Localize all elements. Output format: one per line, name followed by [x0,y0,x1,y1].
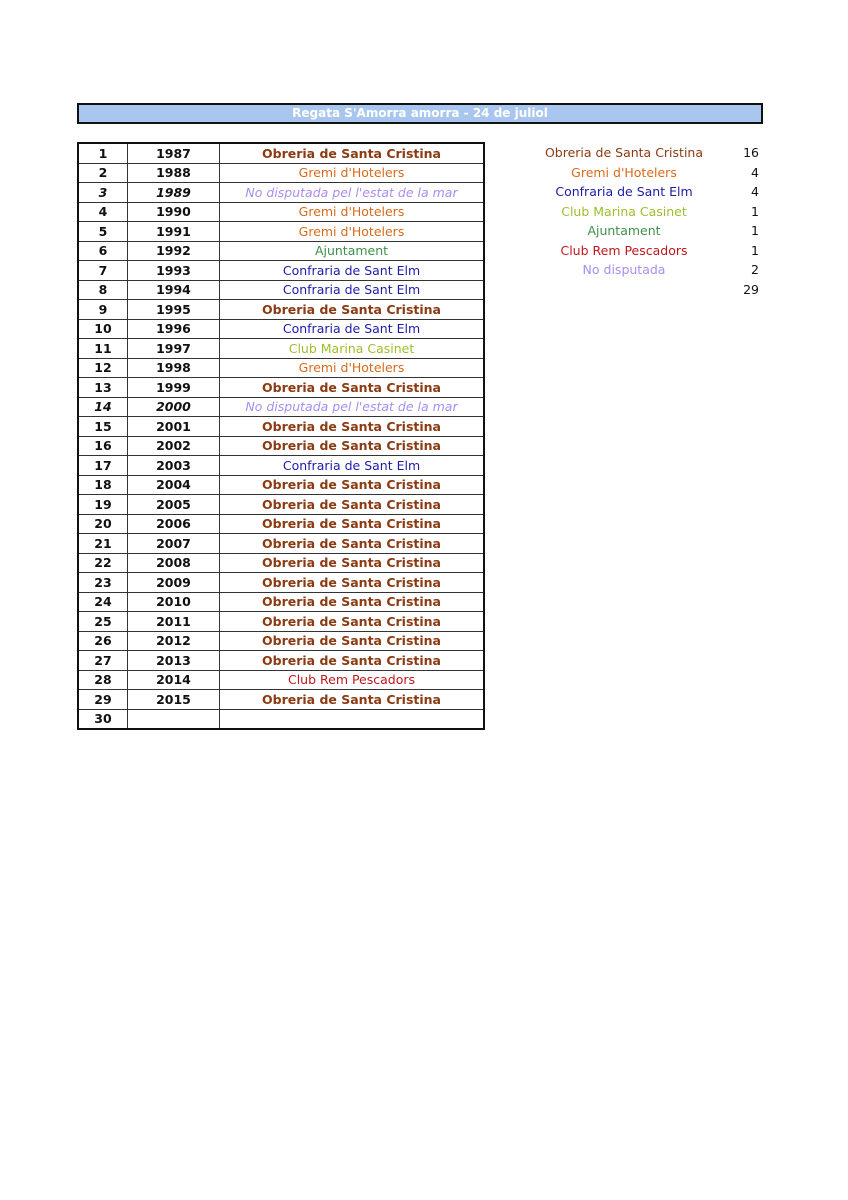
table-row [78,436,484,456]
summary-team-name: Ajuntament [587,223,661,238]
page-title: Regata S'Amorra amorra - 24 de juliol [77,103,763,124]
summary-win-count: 1 [751,223,759,238]
edition-year: 2002 [128,436,220,456]
winner-name: Obreria de Santa Cristina [220,553,485,573]
summary-list [500,143,762,299]
summary-win-count: 4 [751,184,759,199]
table-row [78,651,484,671]
winner-name [220,709,485,729]
edition-year: 2007 [128,534,220,554]
winner-name: Obreria de Santa Cristina [220,417,485,437]
results-table [77,142,485,730]
summary-team-name: Club Marina Casinet [561,203,687,219]
edition-year: 1988 [128,163,220,183]
winner-name: Gremi d'Hotelers [220,222,485,242]
edition-number: 30 [78,709,128,729]
winner-name: Obreria de Santa Cristina [220,143,485,163]
edition-year: 1994 [128,280,220,300]
edition-number: 10 [78,319,128,339]
winner-name: Obreria de Santa Cristina [220,495,485,515]
edition-year: 1999 [128,378,220,398]
winner-name: Obreria de Santa Cristina [220,612,485,632]
winner-name: Confraria de Sant Elm [220,261,485,281]
winner-name: No disputada pel l'estat de la mar [220,397,485,417]
winner-name: No disputada pel l'estat de la mar [220,183,485,203]
table-row [78,163,484,183]
table-row [78,631,484,651]
table-row [78,475,484,495]
edition-number: 17 [78,456,128,476]
table-row [78,143,484,163]
winner-name: Obreria de Santa Cristina [220,690,485,710]
edition-number: 6 [78,241,128,261]
table-row [78,300,484,320]
edition-number: 19 [78,495,128,515]
winner-name: Obreria de Santa Cristina [220,475,485,495]
edition-number: 26 [78,631,128,651]
edition-number: 1 [78,143,128,163]
edition-year: 2004 [128,475,220,495]
winner-name: Obreria de Santa Cristina [220,534,485,554]
summary-team-name: Confraria de Sant Elm [555,184,693,199]
edition-number: 25 [78,612,128,632]
edition-number: 8 [78,280,128,300]
table-row [78,573,484,593]
table-row [78,534,484,554]
edition-year: 1993 [128,261,220,281]
winner-name: Confraria de Sant Elm [220,456,485,476]
edition-number: 4 [78,202,128,222]
summary-row [500,143,762,163]
table-row [78,553,484,573]
results-table-body [78,143,484,729]
edition-number: 23 [78,573,128,593]
edition-year: 1990 [128,202,220,222]
winner-name: Obreria de Santa Cristina [220,436,485,456]
edition-number: 13 [78,378,128,398]
table-row [78,183,484,203]
winner-name: Obreria de Santa Cristina [220,514,485,534]
edition-year: 1995 [128,300,220,320]
edition-number: 9 [78,300,128,320]
winner-name: Obreria de Santa Cristina [220,631,485,651]
summary-row [500,182,762,202]
summary-row [500,280,762,300]
summary-win-count: 16 [743,145,759,160]
edition-year [128,709,220,729]
edition-year: 1987 [128,143,220,163]
edition-number: 29 [78,690,128,710]
table-row [78,241,484,261]
table-row [78,709,484,729]
edition-year: 1992 [128,241,220,261]
edition-year: 2005 [128,495,220,515]
table-row [78,592,484,612]
table-row [78,670,484,690]
summary-total-count: 29 [743,281,759,297]
edition-year: 2006 [128,514,220,534]
winner-name: Club Marina Casinet [220,339,485,359]
winner-name: Gremi d'Hotelers [220,163,485,183]
table-row [78,495,484,515]
table-row [78,261,484,281]
edition-year: 1997 [128,339,220,359]
edition-year: 1996 [128,319,220,339]
edition-number: 5 [78,222,128,242]
summary-row [500,241,762,261]
winner-name: Confraria de Sant Elm [220,319,485,339]
table-row [78,280,484,300]
summary-team-name: Club Rem Pescadors [560,242,688,258]
edition-year: 1991 [128,222,220,242]
winner-name: Obreria de Santa Cristina [220,592,485,612]
edition-year: 2009 [128,573,220,593]
edition-number: 2 [78,163,128,183]
edition-year: 2014 [128,670,220,690]
summary-team-name: Obreria de Santa Cristina [544,145,704,160]
winner-name: Gremi d'Hotelers [220,202,485,222]
edition-year: 2010 [128,592,220,612]
summary-win-count: 1 [751,203,759,219]
edition-number: 11 [78,339,128,359]
edition-year: 2001 [128,417,220,437]
table-row [78,514,484,534]
winner-name: Club Rem Pescadors [220,670,485,690]
summary-win-count: 4 [751,164,759,180]
edition-number: 18 [78,475,128,495]
edition-number: 27 [78,651,128,671]
table-row [78,417,484,437]
edition-year: 2015 [128,690,220,710]
edition-year: 2000 [128,397,220,417]
edition-number: 12 [78,358,128,378]
edition-year: 1998 [128,358,220,378]
summary-row [500,260,762,280]
summary-team-name: Gremi d'Hotelers [571,164,677,180]
edition-number: 14 [78,397,128,417]
edition-year: 2008 [128,553,220,573]
edition-number: 7 [78,261,128,281]
edition-year: 2003 [128,456,220,476]
table-row [78,202,484,222]
summary-row [500,202,762,222]
edition-number: 24 [78,592,128,612]
winner-name: Obreria de Santa Cristina [220,300,485,320]
edition-year: 2012 [128,631,220,651]
winner-name: Obreria de Santa Cristina [220,651,485,671]
table-row [78,319,484,339]
edition-number: 22 [78,553,128,573]
edition-number: 20 [78,514,128,534]
table-row [78,339,484,359]
edition-year: 1989 [128,183,220,203]
summary-row [500,221,762,241]
edition-number: 16 [78,436,128,456]
edition-year: 2011 [128,612,220,632]
table-row [78,456,484,476]
table-row [78,378,484,398]
edition-year: 2013 [128,651,220,671]
winner-name: Ajuntament [220,241,485,261]
summary-row [500,163,762,183]
table-row [78,612,484,632]
table-row [78,222,484,242]
winner-name: Obreria de Santa Cristina [220,573,485,593]
table-row [78,358,484,378]
table-row [78,690,484,710]
winner-name: Obreria de Santa Cristina [220,378,485,398]
edition-number: 3 [78,183,128,203]
edition-number: 28 [78,670,128,690]
table-row [78,397,484,417]
summary-win-count: 1 [751,242,759,258]
winner-name: Gremi d'Hotelers [220,358,485,378]
edition-number: 21 [78,534,128,554]
edition-number: 15 [78,417,128,437]
winner-name: Confraria de Sant Elm [220,280,485,300]
summary-team-name: No disputada [582,262,666,277]
summary-win-count: 2 [751,262,759,277]
